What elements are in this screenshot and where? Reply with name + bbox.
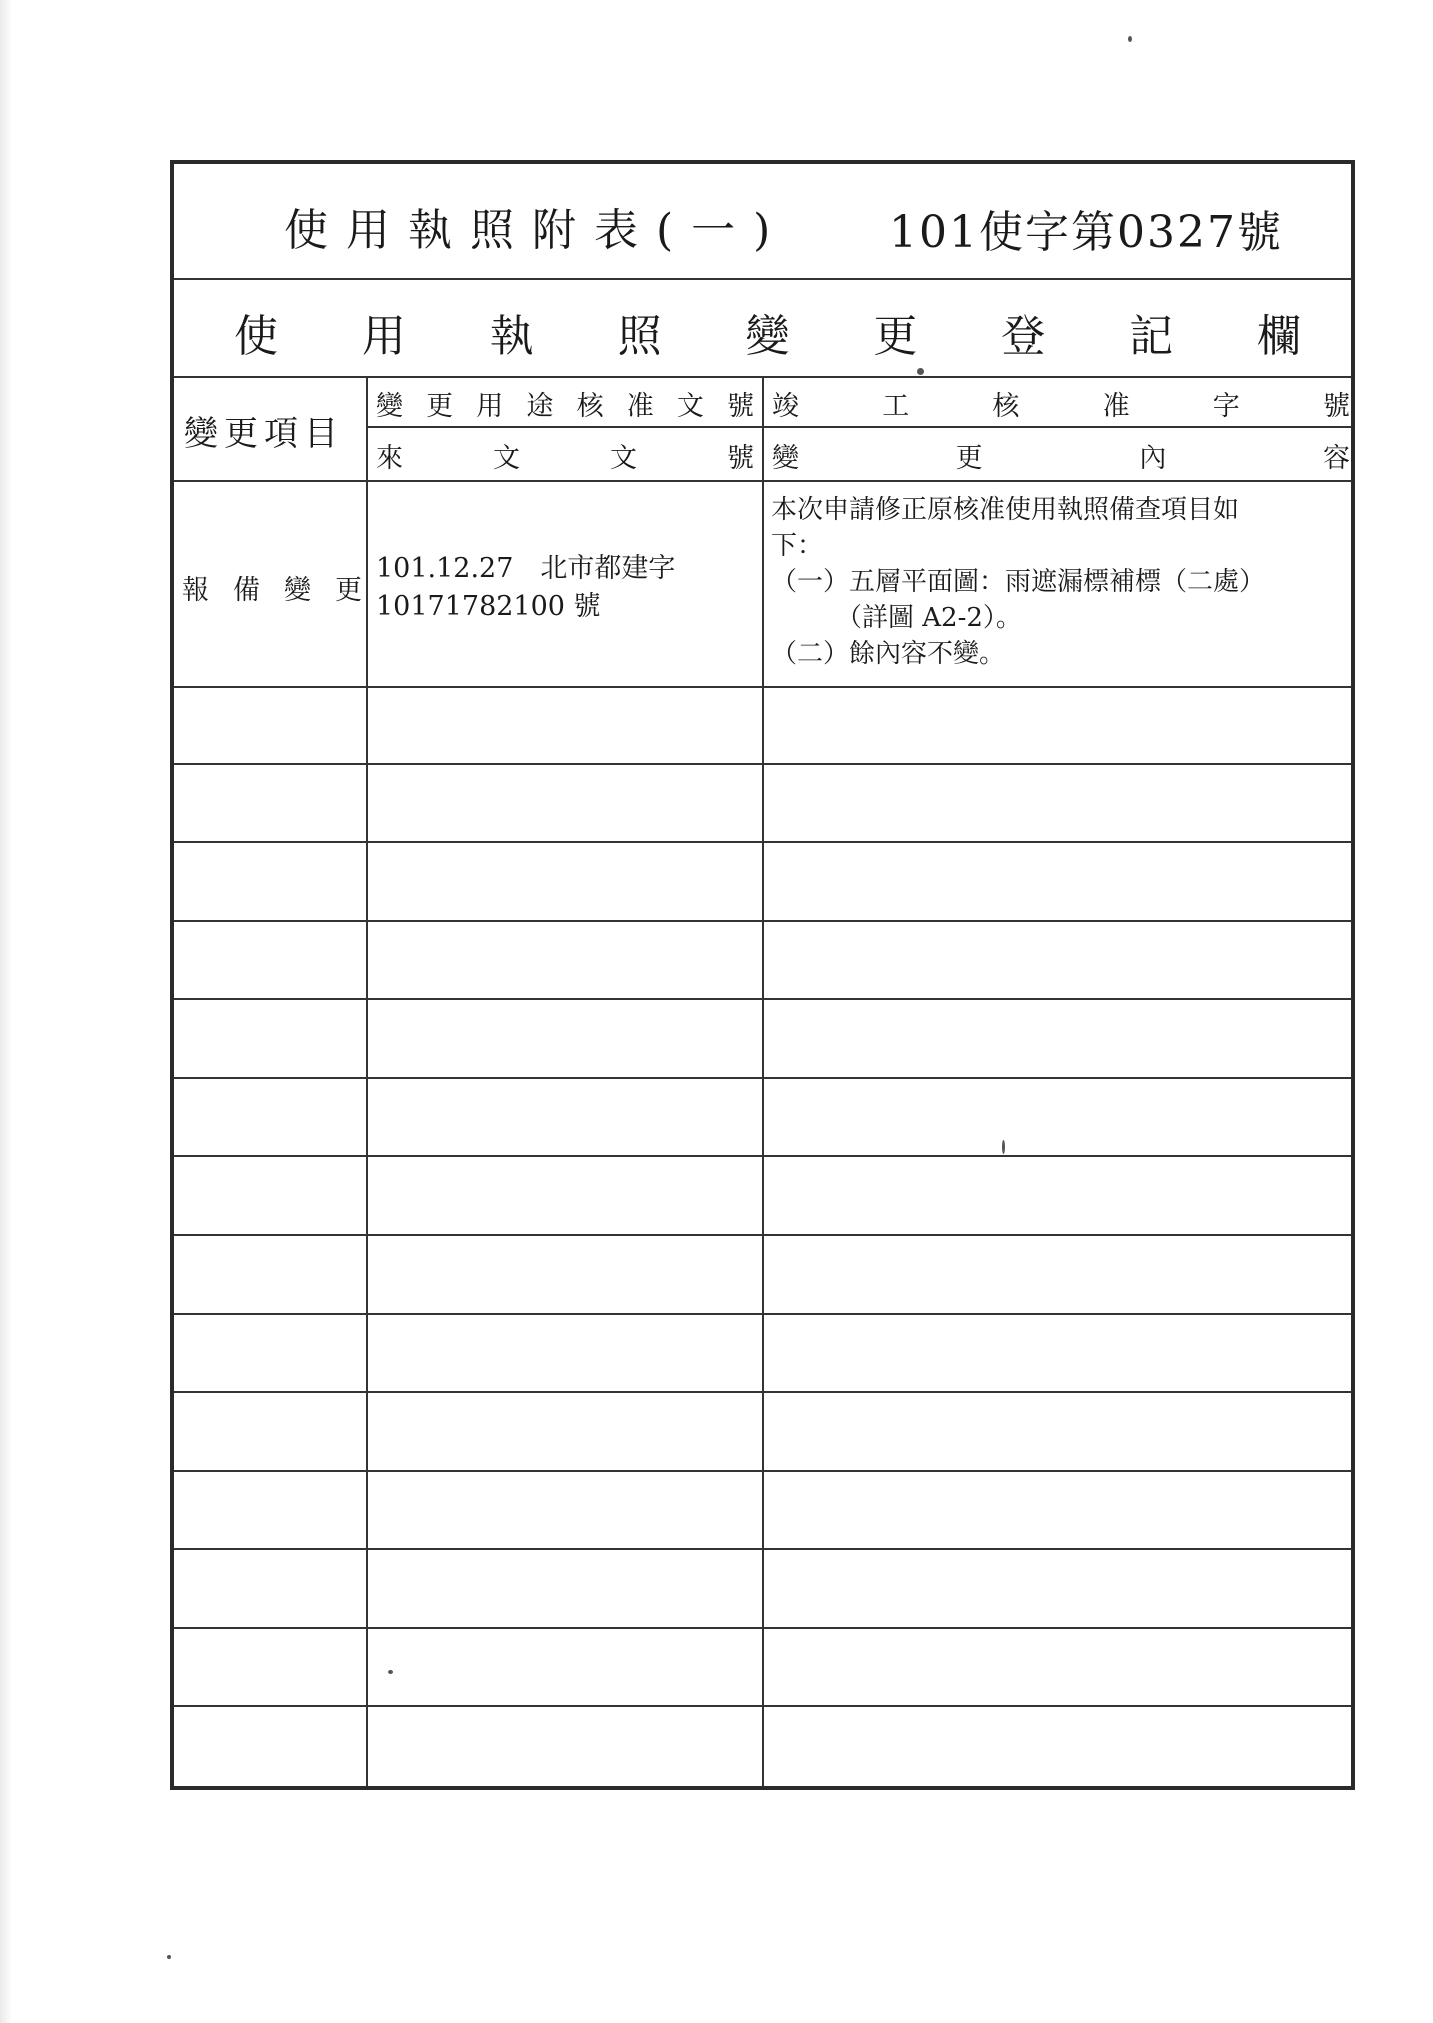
column-divider <box>762 843 764 920</box>
column-divider <box>366 1315 368 1392</box>
column-divider <box>762 1393 764 1470</box>
table-row <box>174 480 1351 688</box>
header-char: 准 <box>1102 391 1130 422</box>
cell-char: 更 <box>335 575 362 606</box>
header-doc-bottom <box>376 436 754 475</box>
column-divider <box>762 922 764 999</box>
column-divider <box>366 686 368 763</box>
header-char: 核 <box>576 391 604 422</box>
header-char: 號 <box>1322 391 1350 422</box>
column-divider <box>366 1472 368 1549</box>
register-heading-char: 記 <box>1129 311 1174 362</box>
header-content-top <box>772 384 1350 423</box>
header-char: 文 <box>493 443 520 474</box>
header-char: 工 <box>882 391 910 422</box>
header-doc-top <box>376 384 754 423</box>
header-char: 容 <box>1322 443 1350 474</box>
doc-number-cell <box>376 550 675 626</box>
content-line: 本次申請修正原核准使用執照備查項目如 <box>771 495 1240 525</box>
column-divider <box>762 1315 764 1392</box>
blank-table-row <box>174 1157 1351 1236</box>
header-change-item: 變更項目 <box>184 414 344 454</box>
column-divider <box>366 480 368 686</box>
column-divider <box>366 922 368 999</box>
change-item-cell <box>182 568 362 607</box>
column-divider <box>762 376 764 480</box>
column-divider <box>366 1000 368 1077</box>
column-divider <box>366 376 368 480</box>
register-heading-char: 更 <box>873 311 918 362</box>
column-header-row <box>174 376 1351 482</box>
header-content-bottom <box>772 436 1350 475</box>
blank-table-row <box>174 1000 1351 1079</box>
column-divider <box>762 1236 764 1313</box>
header-char: 變 <box>376 391 403 422</box>
title-row <box>174 164 1351 280</box>
column-divider <box>366 1393 368 1470</box>
blank-table-row <box>174 1315 1351 1394</box>
scan-edge <box>0 0 12 2023</box>
header-char: 來 <box>376 443 403 474</box>
content-line: （詳圖 A2-2）。 <box>771 603 1022 633</box>
content-line: 下： <box>771 531 824 561</box>
column-divider <box>762 1629 764 1706</box>
column-divider <box>762 686 764 763</box>
header-char: 核 <box>992 391 1020 422</box>
register-heading <box>234 300 1301 364</box>
header-char: 字 <box>1212 391 1240 422</box>
header-char: 文 <box>610 443 637 474</box>
column-divider <box>366 1079 368 1156</box>
form-title: 使用執照附表(一) <box>284 205 789 256</box>
register-heading-char: 欄 <box>1257 311 1301 362</box>
blank-table-row <box>174 1079 1351 1158</box>
column-divider <box>366 1629 368 1706</box>
license-number: 101使字第0327號 <box>889 207 1283 258</box>
column-divider <box>762 1472 764 1549</box>
scan-speck <box>167 1955 171 1959</box>
scan-speck <box>1128 36 1132 42</box>
column-divider <box>762 765 764 842</box>
register-heading-char: 登 <box>1001 311 1046 362</box>
cell-char: 變 <box>284 575 311 606</box>
column-divider <box>366 843 368 920</box>
blank-table-row <box>174 843 1351 922</box>
header-char: 准 <box>626 391 654 422</box>
blank-table-row <box>174 922 1351 1001</box>
column-divider <box>366 1707 368 1786</box>
blank-table-row <box>174 1629 1351 1708</box>
register-heading-char: 變 <box>745 311 790 362</box>
header-char: 更 <box>426 391 454 422</box>
register-heading-char: 照 <box>617 311 662 362</box>
header-char: 號 <box>726 391 754 422</box>
register-heading-char: 執 <box>489 311 534 362</box>
doc-line: 101.12.27 北市都建字 <box>376 553 676 584</box>
content-line: （一）五層平面圖：雨遮漏標補標（二處） <box>771 567 1266 597</box>
blank-table-row <box>174 1472 1351 1551</box>
column-divider <box>762 1707 764 1786</box>
header-char: 竣 <box>772 391 799 422</box>
header-char: 變 <box>772 443 799 474</box>
column-divider <box>366 1236 368 1313</box>
header-char: 用 <box>476 391 504 422</box>
column-divider <box>762 480 764 686</box>
register-heading-char: 使 <box>234 311 278 362</box>
license-form <box>170 160 1355 1790</box>
doc-line: 10171782100 號 <box>376 591 601 622</box>
register-heading-row <box>174 278 1351 378</box>
header-char: 更 <box>955 443 983 474</box>
column-divider <box>366 1157 368 1234</box>
column-divider <box>366 765 368 842</box>
blank-table-row <box>174 1393 1351 1472</box>
column-divider <box>366 1550 368 1627</box>
column-divider <box>762 1079 764 1156</box>
cell-char: 報 <box>182 575 209 606</box>
column-divider <box>762 1550 764 1627</box>
blank-table-row <box>174 765 1351 844</box>
header-char: 內 <box>1139 443 1167 474</box>
blank-table-row <box>174 1236 1351 1315</box>
register-heading-char: 用 <box>361 311 406 362</box>
change-content-cell <box>771 492 1351 672</box>
column-divider <box>762 1000 764 1077</box>
blank-table-row <box>174 686 1351 765</box>
column-divider <box>762 1157 764 1234</box>
header-char: 途 <box>526 391 554 422</box>
blank-table-row <box>174 1550 1351 1629</box>
header-split <box>366 426 1351 428</box>
cell-char: 備 <box>233 575 260 606</box>
content-line: （二）餘內容不變。 <box>771 639 1006 669</box>
blank-table-row <box>174 1707 1351 1786</box>
header-char: 號 <box>727 443 754 474</box>
header-char: 文 <box>676 391 704 422</box>
